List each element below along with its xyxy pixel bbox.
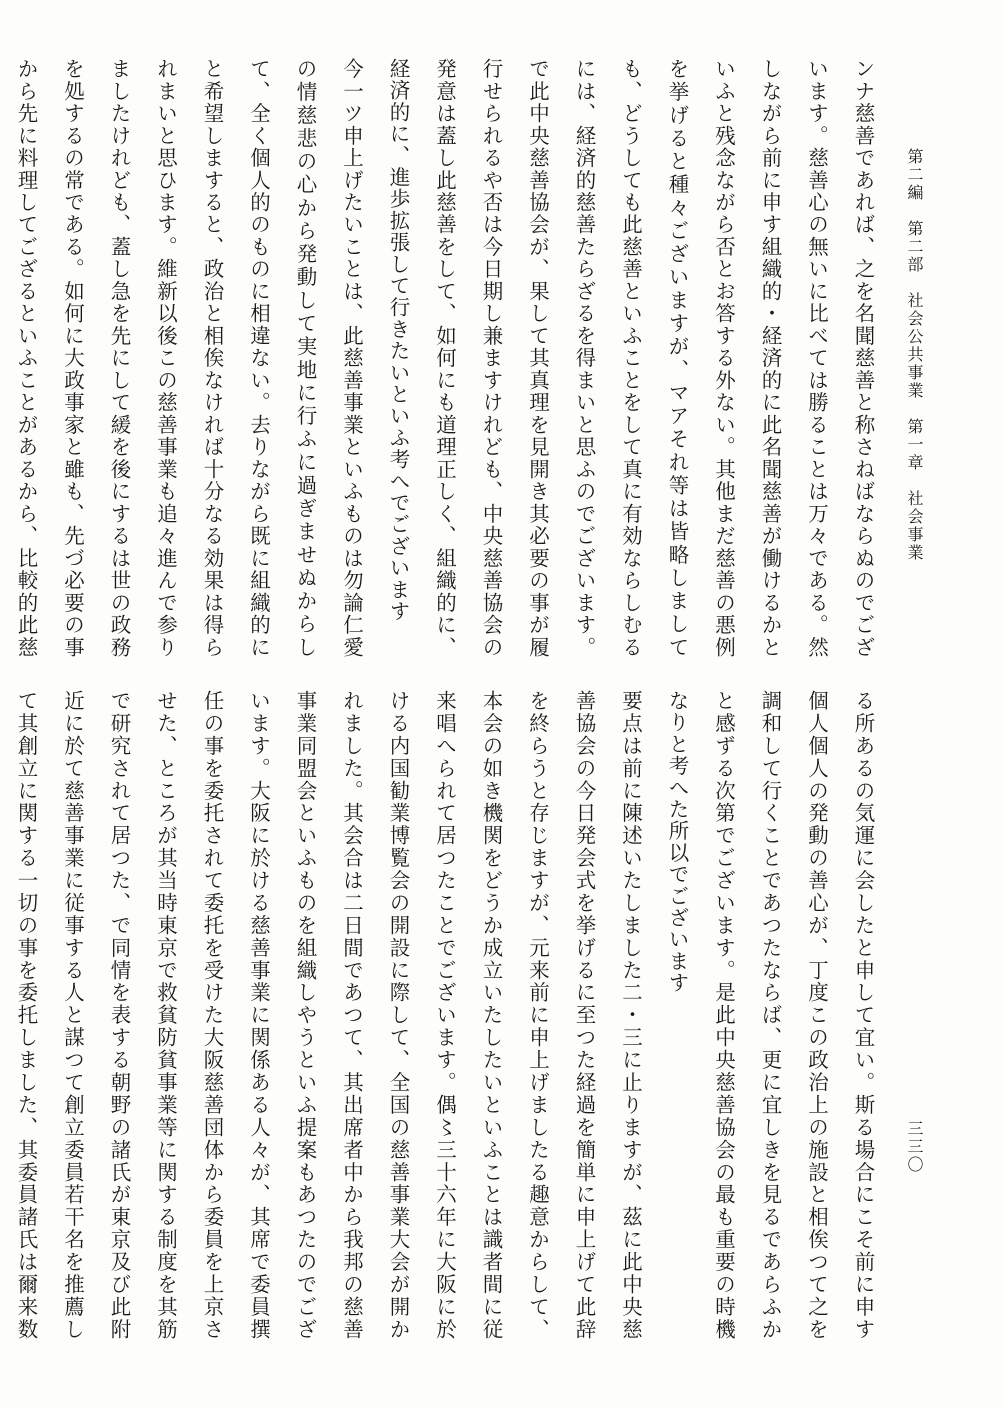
upper-text-block [14, 58, 886, 658]
running-head: 第二編 第二部 社会公共事業 第一章 社会事業 [905, 148, 924, 562]
paragraph: 今一ツ申上げたいことは、此慈善事業といふものは勿論仁愛の情慈悲の心から発動して実地に行ふに過ぎませぬからして、全く個人的のものに相違ない。去りながら既に組織的にと希望しますると、政治と相俟なければ十分なる効果は得られまいと思ひます。維新以後この慈善事業も追々進んで参りましたけれども、蓋し急を先にして緩を後にするは世の政務を処するの常である。如何に大政事家と雖も、先づ必要の事から先に料理してござるといふことがあるから、比較的此慈 [14, 58, 364, 658]
lower-text-block [14, 690, 886, 1340]
page-number: 三三〇 [905, 1120, 924, 1174]
paragraph: る所あるの気運に会したと申して宜い。斯る場合にこそ前に申す個人個人の発動の善心が、丁度この政治上の施設と相俟つて之を調和して行くことであつたならば、更に宜しきを見るであらふかと感ずる次第でございます。是此中央慈善協会の最も重要の時機なりと考へた所以でございます [665, 690, 875, 1340]
paragraph: ンナ慈善であれば、之を名聞慈善と称さねばならぬのでございます。慈善心の無いに比べては勝ることは万々である。然しながら前に申す組織的・経済的に此名聞慈善が働けるかといふと残念ながら否とお答する外ない。其他まだ慈善の悪例を挙げると種々ございますが、マアそれ等は皆略しましても、どうしても此慈善といふことをして真に有効ならしむるには、経済的慈善たらざるを得まいと思ふのでございます。で此中央慈善協会が、果して其真理を見開き其必要の事が履行せられるや否は今日期し兼ますけれども、中央慈善協会の発意は蓋し此慈善をして、如何にも道理正しく、組織的に、経済的に、進歩拡張して行きたいといふ考へでございます [386, 58, 875, 658]
paragraph: 要点は前に陳述いたしました二・三に止りますが、茲に此中央慈善協会の今日発会式を挙げるに至つた経過を簡単に申上げて此辞を終らうと存じますが、元来前に申上げましたる趣意からして、本会の如き機関をどうか成立いたしたいといふことは識者間に従来唱へられて居つたことでございます。偶〻三十六年に大阪に於ける内国勧業博覧会の開設に際して、全国の慈善事業大会が開かれました。其会合は二日間であつて、其出席者中から我邦の慈善事業同盟会といふものを組織しやうといふ提案もあつたのでございます。大阪に於ける慈善事業に関係ある人々が、其席で委員撰任の事を委托されて委托を受けた大阪慈善団体から委員を上京させた、ところが其当時東京で救貧防貧事業等に関する制度を其筋で研究されて居つた、で同情を表する朝野の諸氏が東京及び此附近に於て慈善事業に従事する人と謀つて創立委員若干名を推薦して其創立に関する一切の事を委托しました、其委員諸氏は爾来数 [14, 690, 643, 1340]
